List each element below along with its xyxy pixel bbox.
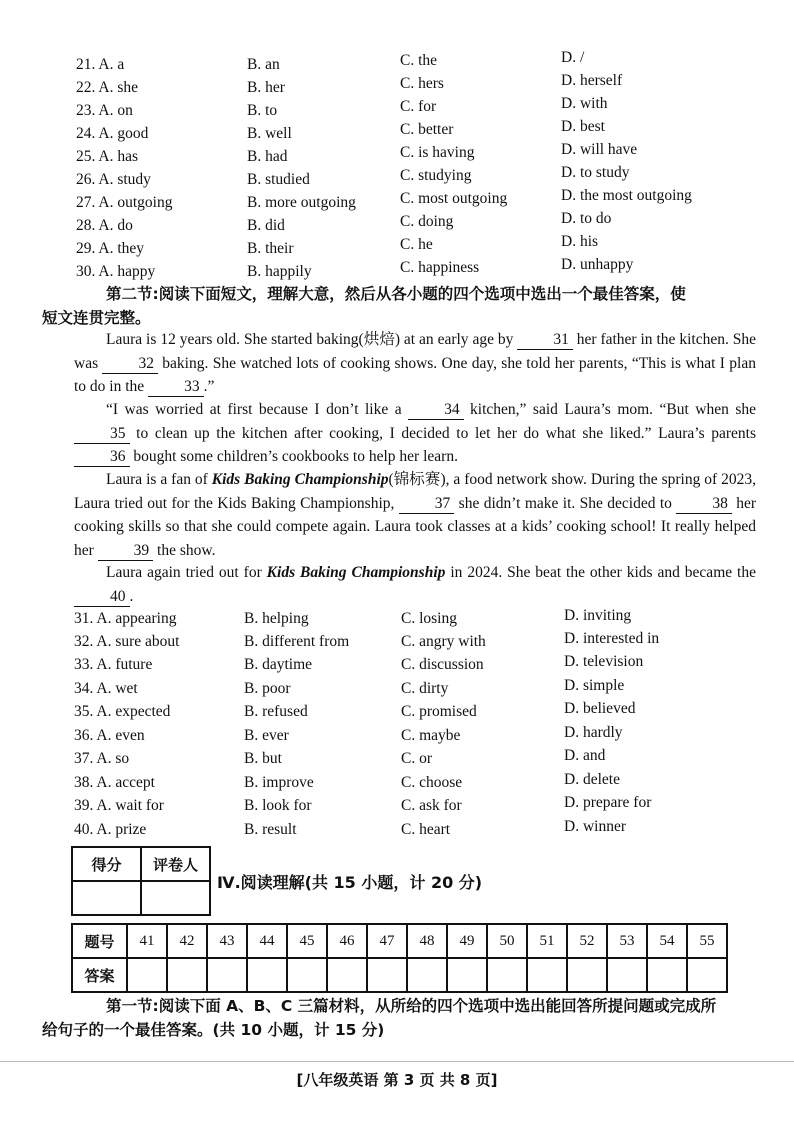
- answer-cell[interactable]: [687, 958, 727, 992]
- option-row: [0, 653, 794, 679]
- option-d: D. to do: [561, 210, 612, 227]
- option-b: B. different from: [244, 633, 350, 650]
- passage-text: (锦标赛), a food network show. During the spring of 2023, Laura tried out for the Kids Baking Championship,: [74, 471, 757, 512]
- option-d: D. with: [561, 95, 608, 112]
- option-a: 36. A. even: [74, 727, 145, 744]
- answer-cell[interactable]: [367, 958, 407, 992]
- option-d: D. his: [561, 233, 599, 250]
- option-row: [0, 49, 794, 79]
- passage-text: her father in the kitchen. She was: [74, 331, 756, 372]
- option-b: B. an: [247, 56, 280, 73]
- question-number: 55: [687, 924, 727, 958]
- question-number: 48: [407, 924, 447, 958]
- option-c: C. he: [400, 236, 433, 253]
- option-a: 22. A. she: [76, 79, 138, 96]
- answer-cell[interactable]: [527, 958, 567, 992]
- option-d: D. best: [561, 118, 605, 135]
- option-row: [0, 210, 794, 240]
- answer-grid-answer-row: [72, 958, 727, 992]
- option-d: D. winner: [564, 818, 626, 835]
- passage-text: Laura is 12 years old. She started baking(烘焙) at an early age by: [106, 331, 518, 348]
- option-b: B. look for: [244, 797, 312, 814]
- option-c: C. angry with: [401, 633, 486, 650]
- option-a: 23. A. on: [76, 102, 133, 119]
- option-d: D. interested in: [564, 630, 660, 647]
- blank-31[interactable]: 31: [517, 331, 573, 350]
- option-a: 24. A. good: [76, 125, 149, 142]
- question-number: 45: [287, 924, 327, 958]
- section2-instruction-line1: 第二节:阅读下面短文，理解大意，然后从各小题的四个选项中选出一个最佳答案，使: [106, 285, 686, 303]
- option-b: B. their: [247, 240, 294, 257]
- option-c: C. promised: [401, 703, 477, 720]
- answer-cell[interactable]: [447, 958, 487, 992]
- grader-label: 评卷人: [141, 847, 210, 881]
- answer-cell[interactable]: [287, 958, 327, 992]
- question-number: 53: [607, 924, 647, 958]
- option-a: 25. A. has: [76, 148, 138, 165]
- blank-33[interactable]: 33: [148, 378, 204, 397]
- option-a: 33. A. future: [74, 656, 153, 673]
- option-d: D. to study: [561, 164, 630, 181]
- grader-field[interactable]: [141, 881, 210, 915]
- passage-paragraph-3: [74, 468, 756, 562]
- option-c: C. heart: [401, 821, 451, 838]
- option-row: [0, 141, 794, 171]
- option-b: B. happily: [247, 263, 312, 280]
- option-c: C. doing: [400, 213, 454, 230]
- score-label: 得分: [72, 847, 141, 881]
- option-c: C. losing: [401, 610, 457, 627]
- answer-cell[interactable]: [487, 958, 527, 992]
- question-number: 52: [567, 924, 607, 958]
- option-d: D. the most outgoing: [561, 187, 692, 204]
- answer-cell[interactable]: [127, 958, 167, 992]
- passage-text: Laura is a fan of: [106, 471, 212, 488]
- option-b: B. helping: [244, 610, 309, 627]
- option-a: 26. A. study: [76, 171, 151, 188]
- part1-instruction: [42, 995, 756, 1042]
- option-c: C. happiness: [400, 259, 480, 276]
- question-number: 51: [527, 924, 567, 958]
- blank-34[interactable]: 34: [408, 401, 464, 420]
- passage-text: her cooking skills so that she could compete again. Laura took classes at a kids’ cooking school! It really helped her: [74, 494, 756, 559]
- option-a: 32. A. sure about: [74, 633, 180, 650]
- answer-cell[interactable]: [327, 958, 367, 992]
- part1-instruction-line2: 给句子的一个最佳答案。(共 10 小题，计 15 分): [42, 1020, 385, 1039]
- option-b: B. ever: [244, 727, 289, 744]
- passage-text: .: [129, 587, 134, 605]
- answer-grid-number-row: [72, 924, 727, 958]
- option-a: 39. A. wait for: [74, 797, 164, 814]
- option-d: D. unhappy: [561, 256, 634, 273]
- option-c: C. maybe: [401, 727, 461, 744]
- option-row: [0, 771, 794, 797]
- blank-35[interactable]: 35: [74, 425, 130, 444]
- option-b: B. well: [247, 125, 292, 142]
- passage-text: baking. She watched lots of cooking shows. One day, she told her parents, “This is what I plan to do in the: [74, 354, 756, 396]
- option-row: [0, 95, 794, 125]
- option-a: 29. A. they: [76, 240, 145, 257]
- option-d: D. prepare for: [564, 794, 652, 811]
- blank-36[interactable]: 36: [74, 448, 130, 467]
- option-a: 38. A. accept: [74, 774, 155, 791]
- option-d: D. simple: [564, 677, 625, 694]
- question-number: 42: [167, 924, 207, 958]
- option-a: 21. A. a: [76, 56, 125, 73]
- option-d: D. hardly: [564, 724, 623, 741]
- option-c: C. for: [400, 98, 437, 115]
- score-field[interactable]: [72, 881, 141, 915]
- show-title: Kids Baking Championship: [266, 564, 446, 581]
- option-row: [0, 187, 794, 217]
- option-a: 28. A. do: [76, 217, 133, 234]
- option-row: [0, 794, 794, 820]
- passage-paragraph-2: [74, 398, 756, 469]
- option-row: [0, 677, 794, 703]
- option-row: [0, 233, 794, 263]
- answer-cell[interactable]: [247, 958, 287, 992]
- option-d: D. believed: [564, 700, 636, 717]
- option-row: [0, 118, 794, 148]
- passage-paragraph-1: [74, 328, 756, 399]
- passage-text: “I was worried at first because I don’t like a: [106, 401, 409, 418]
- show-title: Kids Baking Championship: [211, 471, 389, 488]
- option-d: D. /: [561, 49, 585, 66]
- option-row: [0, 72, 794, 102]
- question-number: 49: [447, 924, 487, 958]
- option-row: [0, 747, 794, 773]
- option-a: 34. A. wet: [74, 680, 138, 697]
- option-d: D. and: [564, 747, 606, 764]
- question-number: 50: [487, 924, 527, 958]
- passage-text: in 2024. She beat the other kids and became the: [445, 564, 756, 581]
- score-box: [71, 846, 211, 916]
- option-d: D. herself: [561, 72, 623, 89]
- section2-instruction: [42, 283, 756, 330]
- option-a: 31. A. appearing: [74, 610, 177, 627]
- option-b: B. poor: [244, 680, 291, 697]
- option-d: D. inviting: [564, 607, 632, 624]
- option-row: [0, 700, 794, 726]
- passage-text: she didn’t make it. She decided to: [454, 494, 677, 512]
- option-c: C. better: [400, 121, 454, 138]
- part1-instruction-line1: 第一节:阅读下面 A、B、C 三篇材料，从所给的四个选项中选出能回答所提问题或完成所: [106, 997, 717, 1015]
- section2-instruction-line2: 短文连贯完整。: [42, 308, 151, 327]
- passage-paragraph-4: [74, 561, 756, 608]
- option-d: D. will have: [561, 141, 638, 158]
- option-c: C. studying: [400, 167, 472, 184]
- passage-text: bought some children’s cookbooks to help her learn.: [129, 448, 458, 466]
- option-b: B. more outgoing: [247, 194, 356, 211]
- question-number: 44: [247, 924, 287, 958]
- option-c: C. is having: [400, 144, 475, 161]
- footer-divider: [0, 1061, 794, 1062]
- answer-cell[interactable]: [407, 958, 447, 992]
- answer-grid: [71, 923, 728, 993]
- option-row: [0, 607, 794, 633]
- blank-40[interactable]: 40: [74, 588, 130, 607]
- option-c: C. or: [401, 750, 432, 767]
- passage-text: to clean up the kitchen after cooking, I decided to let her do what she liked.” Laura’s parents: [129, 424, 756, 442]
- option-row: [0, 630, 794, 656]
- answer-cell[interactable]: [567, 958, 607, 992]
- option-a: 40. A. prize: [74, 821, 147, 838]
- answer-cell[interactable]: [647, 958, 687, 992]
- question-number: 47: [367, 924, 407, 958]
- answer-cell[interactable]: [607, 958, 647, 992]
- answer-cell[interactable]: [207, 958, 247, 992]
- option-a: 37. A. so: [74, 750, 130, 767]
- blank-37[interactable]: 37: [399, 495, 455, 514]
- passage-text: the show.: [153, 541, 216, 559]
- option-b: B. to: [247, 102, 278, 119]
- passage-text: kitchen,” said Laura’s mom. “But when she: [463, 401, 756, 418]
- section4-title: Ⅳ.阅读理解(共 15 小题，计 20 分): [217, 873, 483, 892]
- option-a: 35. A. expected: [74, 703, 171, 720]
- option-b: B. studied: [247, 171, 310, 188]
- answer-label: 答案: [72, 958, 127, 992]
- blank-39[interactable]: 39: [98, 542, 154, 561]
- option-b: B. improve: [244, 774, 314, 791]
- option-a: 27. A. outgoing: [76, 194, 173, 211]
- option-b: B. did: [247, 217, 285, 234]
- option-c: C. the: [400, 52, 438, 69]
- option-c: C. most outgoing: [400, 190, 508, 207]
- question-number-label: 题号: [72, 924, 127, 958]
- option-a: 30. A. happy: [76, 263, 156, 280]
- blank-38[interactable]: 38: [676, 495, 732, 514]
- passage-text: Laura again tried out for: [106, 564, 267, 581]
- option-b: B. her: [247, 79, 285, 96]
- option-d: D. delete: [564, 771, 620, 788]
- option-b: B. had: [247, 148, 288, 165]
- blank-32[interactable]: 32: [102, 355, 158, 374]
- option-b: B. refused: [244, 703, 308, 720]
- option-c: C. discussion: [401, 656, 484, 673]
- passage-text: .”: [203, 378, 215, 396]
- page-footer: [八年级英语 第 3 页 共 8 页]: [296, 1071, 498, 1089]
- option-b: B. but: [244, 750, 282, 767]
- option-c: C. ask for: [401, 797, 462, 814]
- answer-cell[interactable]: [167, 958, 207, 992]
- option-c: C. dirty: [401, 680, 449, 697]
- question-number: 46: [327, 924, 367, 958]
- option-c: C. hers: [400, 75, 444, 92]
- option-row: [0, 724, 794, 750]
- option-d: D. television: [564, 653, 644, 670]
- option-b: B. result: [244, 821, 297, 838]
- question-number: 54: [647, 924, 687, 958]
- option-row: [0, 818, 794, 844]
- option-c: C. choose: [401, 774, 463, 791]
- question-number: 41: [127, 924, 167, 958]
- option-b: B. daytime: [244, 656, 313, 673]
- question-number: 43: [207, 924, 247, 958]
